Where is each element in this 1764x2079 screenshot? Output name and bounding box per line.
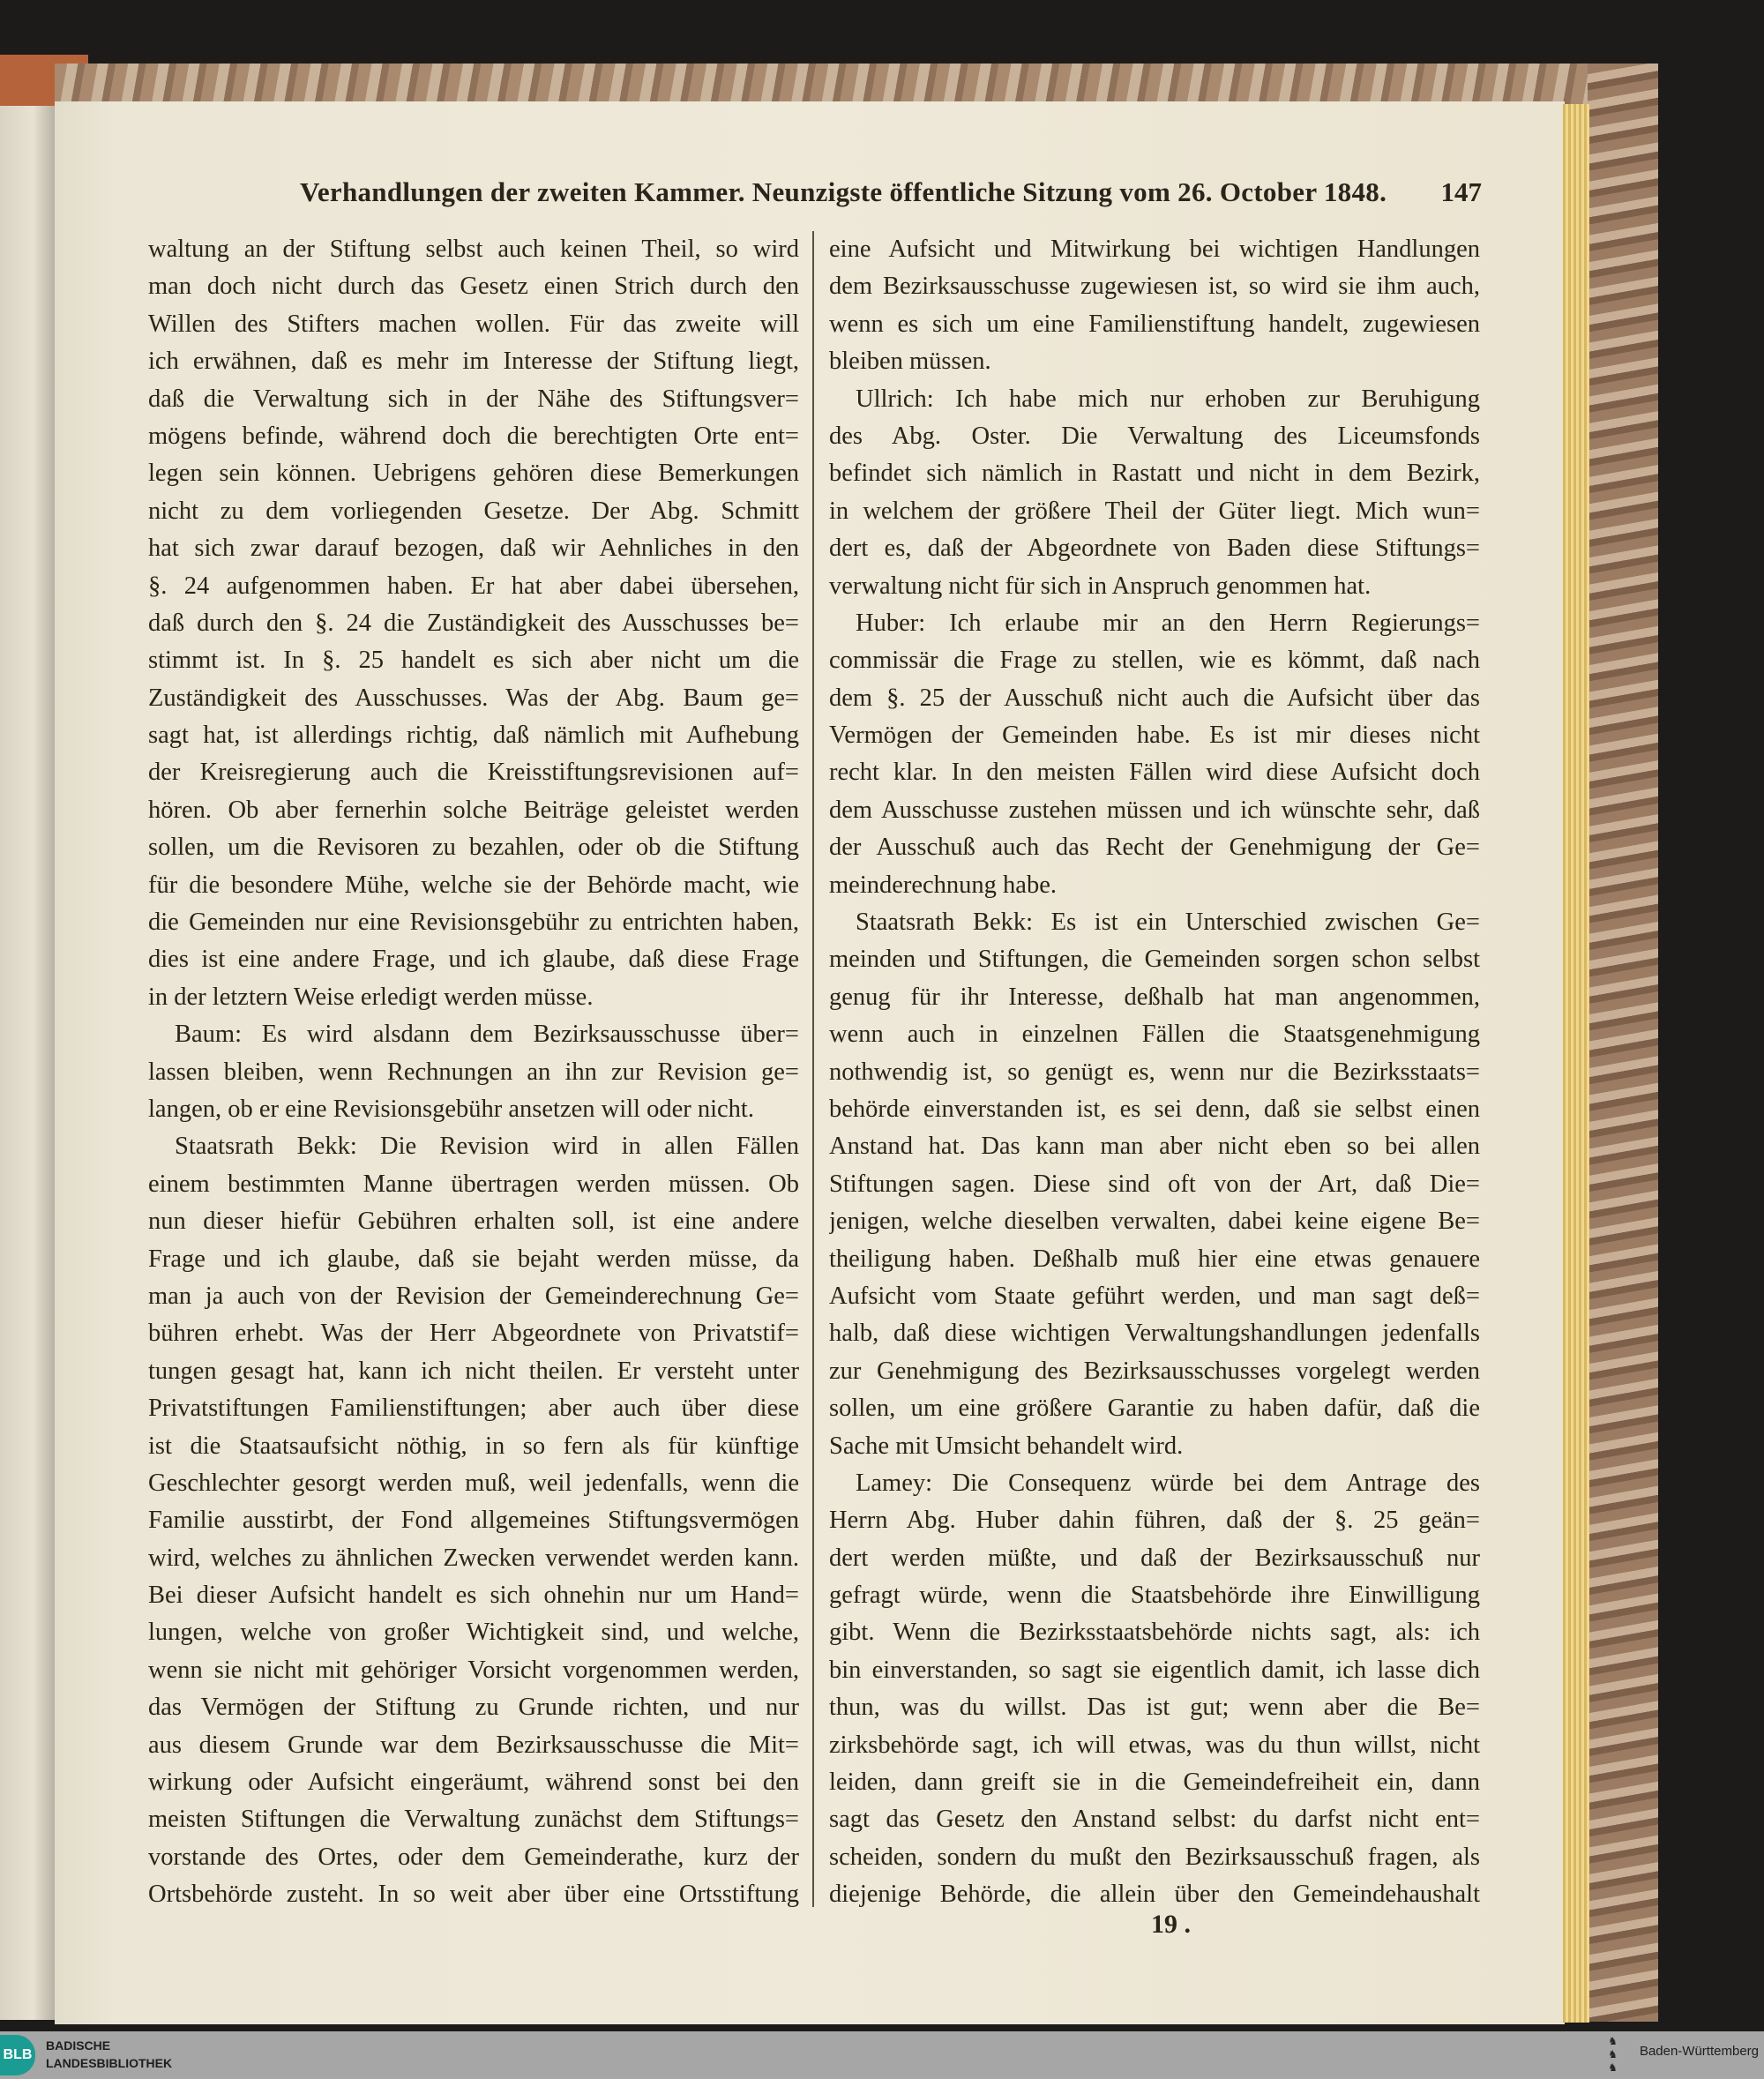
text-line: daß die Verwaltung sich in der Nähe des Stiftungsver= (148, 385, 799, 413)
text-line: der Ausschuß auch das Recht der Genehmigung der Ge= (829, 834, 1480, 862)
text-line: Familie ausstirbt, der Fond allgemeines Stiftungsvermögen (148, 1507, 799, 1535)
text-line: gefragt würde, wenn die Staatsbehörde ihre Einwilligung (829, 1582, 1480, 1610)
text-line: Vermögen der Gemeinden habe. Es ist mir dieses nicht (829, 722, 1480, 750)
text-line: ich erwähnen, daß es mehr im Interesse der Stiftung liegt, (148, 348, 799, 376)
text-line: hat sich zwar darauf bezogen, daß wir Aehnliches in den (148, 535, 799, 563)
text-line: Anstand hat. Das kann man aber nicht eben so bei allen (829, 1133, 1480, 1161)
state-name[interactable]: Baden-Württemberg (1639, 2044, 1759, 2059)
text-line: lassen bleiben, wenn Rechnungen an ihn zur Revision ge= (148, 1058, 799, 1086)
text-line: bühren erhebt. Was der Herr Abgeordnete von Privatstif= (148, 1320, 799, 1348)
text-line: Herrn Abg. Huber dahin führen, daß der §. 25 geän= (829, 1507, 1480, 1535)
text-line: Frage und ich glaube, daß sie bejaht werden müsse, da (148, 1245, 799, 1273)
text-line: sollen, um eine größere Garantie zu haben dafür, daß die (829, 1395, 1480, 1423)
text-line: dies ist eine andere Frage, und ich glaube, daß diese Frage (148, 946, 799, 974)
text-line: meisten Stiftungen die Verwaltung zunächst dem Stiftungs= (148, 1806, 799, 1834)
text-line: Ullrich: Ich habe mich nur erhoben zur Beruhigung (856, 385, 1480, 413)
text-line: nicht zu dem vorliegenden Gesetze. Der Abg. Schmitt (148, 497, 799, 525)
text-line: aus diesem Grunde war dem Bezirksausschusse die Mit= (148, 1731, 799, 1759)
text-line: Ortsbehörde zusteht. In so weit aber über eine Ortsstiftung (148, 1881, 799, 1909)
text-line: das Vermögen der Stiftung zu Grunde richten, und nur (148, 1694, 799, 1722)
text-line: Geschlechter gesorgt werden muß, weil jedenfalls, wenn die (148, 1469, 799, 1497)
column-divider (812, 231, 814, 1907)
text-line: waltung an der Stiftung selbst auch keinen Theil, so wird (148, 236, 799, 263)
footer-bar (0, 2031, 1764, 2079)
text-line: vorstande des Ortes, oder dem Gemeinderathe, kurz der (148, 1843, 799, 1871)
library-name-line1: BADISCHE (46, 2038, 111, 2053)
text-line: daß durch den §. 24 die Zuständigkeit des Ausschusses be= (148, 609, 799, 637)
text-line: man ja auch von der Revision der Gemeinderechnung Ge= (148, 1282, 799, 1310)
text-line: tungen gesagt hat, kann ich nicht theilen. Er versteht unter (148, 1357, 799, 1385)
text-line: wirkung oder Aufsicht eingeräumt, während sonst bei den (148, 1769, 799, 1797)
text-line: einem bestimmten Manne übertragen werden müssen. Ob (148, 1170, 799, 1198)
text-line: bin einverstanden, so sagt sie eigentlich damit, ich lasse dich (829, 1656, 1480, 1684)
text-line: jenigen, welche dieselben verwalten, dabei keine eigene Be= (829, 1208, 1480, 1236)
blb-logo[interactable]: BLB (0, 2035, 35, 2075)
text-line: für die besondere Mühe, welche sie der Behörde macht, wie (148, 871, 799, 899)
text-line: meinden und Stiftungen, die Gemeinden sorgen schon selbst (829, 946, 1480, 974)
text-line: in welchem der größere Theil der Güter liegt. Mich wun= (829, 497, 1480, 525)
text-line: Baum: Es wird alsdann dem Bezirksausschusse über= (175, 1021, 799, 1049)
running-title: Verhandlungen der zweiten Kammer. Neunzigste öffentliche Sitzung vom 26. October 1848. (300, 176, 1387, 207)
text-line: Zuständigkeit des Ausschusses. Was der Abg. Baum ge= (148, 684, 799, 712)
text-line: nun dieser hiefür Gebühren erhalten soll, ist eine andere (148, 1208, 799, 1236)
marbled-cover-top (55, 64, 1607, 106)
page-number: 147 (1440, 176, 1482, 207)
text-line: Willen des Stifters machen wollen. Für das zweite will (148, 310, 799, 338)
text-line: Bei dieser Aufsicht handelt es sich ohnehin nur um Hand= (148, 1582, 799, 1610)
text-line: dem Ausschusse zustehen müssen und ich wünschte sehr, daß (829, 796, 1480, 824)
text-line: in der letztern Weise erledigt werden müsse. (148, 983, 594, 1011)
text-line: der Kreisregierung auch die Kreisstiftungsrevisionen auf= (148, 759, 799, 787)
text-line: dem §. 25 der Ausschuß nicht auch die Aufsicht über das (829, 684, 1480, 712)
signature-mark: 19 . (1151, 1910, 1191, 1939)
text-line: sollen, um die Revisoren zu bezahlen, oder ob die Stiftung (148, 834, 799, 862)
text-line: befindet sich nämlich in Rastatt und nicht in dem Bezirk, (829, 460, 1480, 488)
text-line: Staatsrath Bekk: Es ist ein Unterschied zwischen Ge= (856, 909, 1480, 937)
text-line: dert es, daß der Abgeordnete von Baden diese Stiftungs= (829, 535, 1480, 563)
text-line: §. 24 aufgenommen haben. Er hat aber dabei übersehen, (148, 572, 799, 600)
text-line: Privatstiftungen Familienstiftungen; aber auch über diese (148, 1395, 799, 1423)
previous-page-edge (0, 84, 55, 2020)
text-line: sagt hat, ist allerdings richtig, daß nämlich mit Aufhebung (148, 722, 799, 750)
state-lions-icon: ♞ ♞ ♞ (1608, 2035, 1618, 2074)
text-line: des Abg. Oster. Die Verwaltung des Liceumsfonds (829, 422, 1480, 450)
text-line: commissär die Frage zu stellen, wie es kömmt, daß nach (829, 647, 1480, 675)
text-line: dert werden müßte, und daß der Bezirksausschuß nur (829, 1544, 1480, 1572)
text-line: wird, welches zu ähnlichen Zwecken verwendet werden kann. (148, 1544, 799, 1572)
text-line: Aufsicht vom Staate geführt werden, und man sagt deß= (829, 1282, 1480, 1310)
text-line: stimmt ist. In §. 25 handelt es sich aber nicht um die (148, 647, 799, 675)
text-line: Staatsrath Bekk: Die Revision wird in allen Fällen (175, 1133, 799, 1161)
text-line: sagt das Gesetz den Anstand selbst: du darfst nicht ent= (829, 1806, 1480, 1834)
text-line: wenn auch in einzelnen Fällen die Staatsgenehmigung (829, 1021, 1480, 1049)
text-line: leiden, dann greift sie in die Gemeindefreiheit ein, dann (829, 1769, 1480, 1797)
text-line: recht klar. In den meisten Fällen wird diese Aufsicht doch (829, 759, 1480, 787)
text-line: scheiden, sondern du mußt den Bezirksausschuß fragen, als (829, 1843, 1480, 1871)
gilt-page-edges (1563, 104, 1589, 2023)
text-line: verwaltung nicht für sich in Anspruch genommen hat. (829, 572, 1372, 600)
text-line: zur Genehmigung des Bezirksausschusses vorgelegt werden (829, 1357, 1480, 1385)
text-line: nothwendig ist, so genügt es, wenn nur die Bezirksstaats= (829, 1058, 1480, 1086)
running-header (300, 176, 1482, 215)
text-line: diejenige Behörde, die allein über den Gemeindehaushalt (829, 1881, 1480, 1909)
library-name[interactable] (46, 2037, 172, 2072)
text-line: lungen, welche von großer Wichtigkeit sind, und welche, (148, 1619, 799, 1647)
text-line: behörde einverstanden ist, es sei denn, daß sie selbst einen (829, 1095, 1480, 1123)
text-line: meinderechnung habe. (829, 871, 1057, 899)
text-line: genug für ihr Interesse, deßhalb hat man angenommen, (829, 983, 1480, 1011)
text-line: thun, was du willst. Das ist gut; wenn aber die Be= (829, 1694, 1480, 1722)
text-line: hören. Ob aber fernerhin solche Beiträge geleistet werden (148, 796, 799, 824)
text-line: theiligung haben. Deßhalb muß hier eine etwas genauere (829, 1245, 1480, 1273)
text-line: mögens befinde, während doch die berechtigten Orte ent= (148, 422, 799, 450)
text-line: bleiben müssen. (829, 348, 991, 376)
text-line: eine Aufsicht und Mitwirkung bei wichtigen Handlungen (829, 236, 1480, 263)
text-line: wenn sie nicht mit gehöriger Vorsicht vorgenommen werden, (148, 1656, 799, 1684)
right-text-column (829, 231, 1480, 1914)
text-line: Huber: Ich erlaube mir an den Herrn Regierungs= (856, 609, 1480, 637)
text-line: gibt. Wenn die Bezirksstaatsbehörde nichts sagt, als: ich (829, 1619, 1480, 1647)
text-line: zirksbehörde sagt, ich will etwas, was du thun willst, nicht (829, 1731, 1480, 1759)
marbled-cover-right (1588, 64, 1658, 2022)
left-text-column (148, 231, 799, 1914)
text-line: legen sein können. Uebrigens gehören diese Bemerkungen (148, 460, 799, 488)
text-line: langen, ob er eine Revisionsgebühr ansetzen will oder nicht. (148, 1095, 754, 1123)
text-line: man doch nicht durch das Gesetz einen Strich durch den (148, 273, 799, 301)
text-line: wenn es sich um eine Familienstiftung handelt, zugewiesen (829, 310, 1480, 338)
library-name-line2: LANDESBIBLIOTHEK (46, 2056, 173, 2070)
text-line: halb, daß diese wichtigen Verwaltungshandlungen jedenfalls (829, 1320, 1480, 1348)
text-line: ist die Staatsaufsicht nöthig, in so fern als für künftige (148, 1432, 799, 1460)
text-line: Lamey: Die Consequenz würde bei dem Antrage des (856, 1469, 1480, 1497)
text-line: die Gemeinden nur eine Revisionsgebühr zu entrichten haben, (148, 909, 799, 937)
text-line: Stiftungen sagen. Diese sind oft von der Art, daß Die= (829, 1170, 1480, 1198)
text-line: Sache mit Umsicht behandelt wird. (829, 1432, 1184, 1460)
text-line: dem Bezirksausschusse zugewiesen ist, so wird sie ihm auch, (829, 273, 1480, 301)
